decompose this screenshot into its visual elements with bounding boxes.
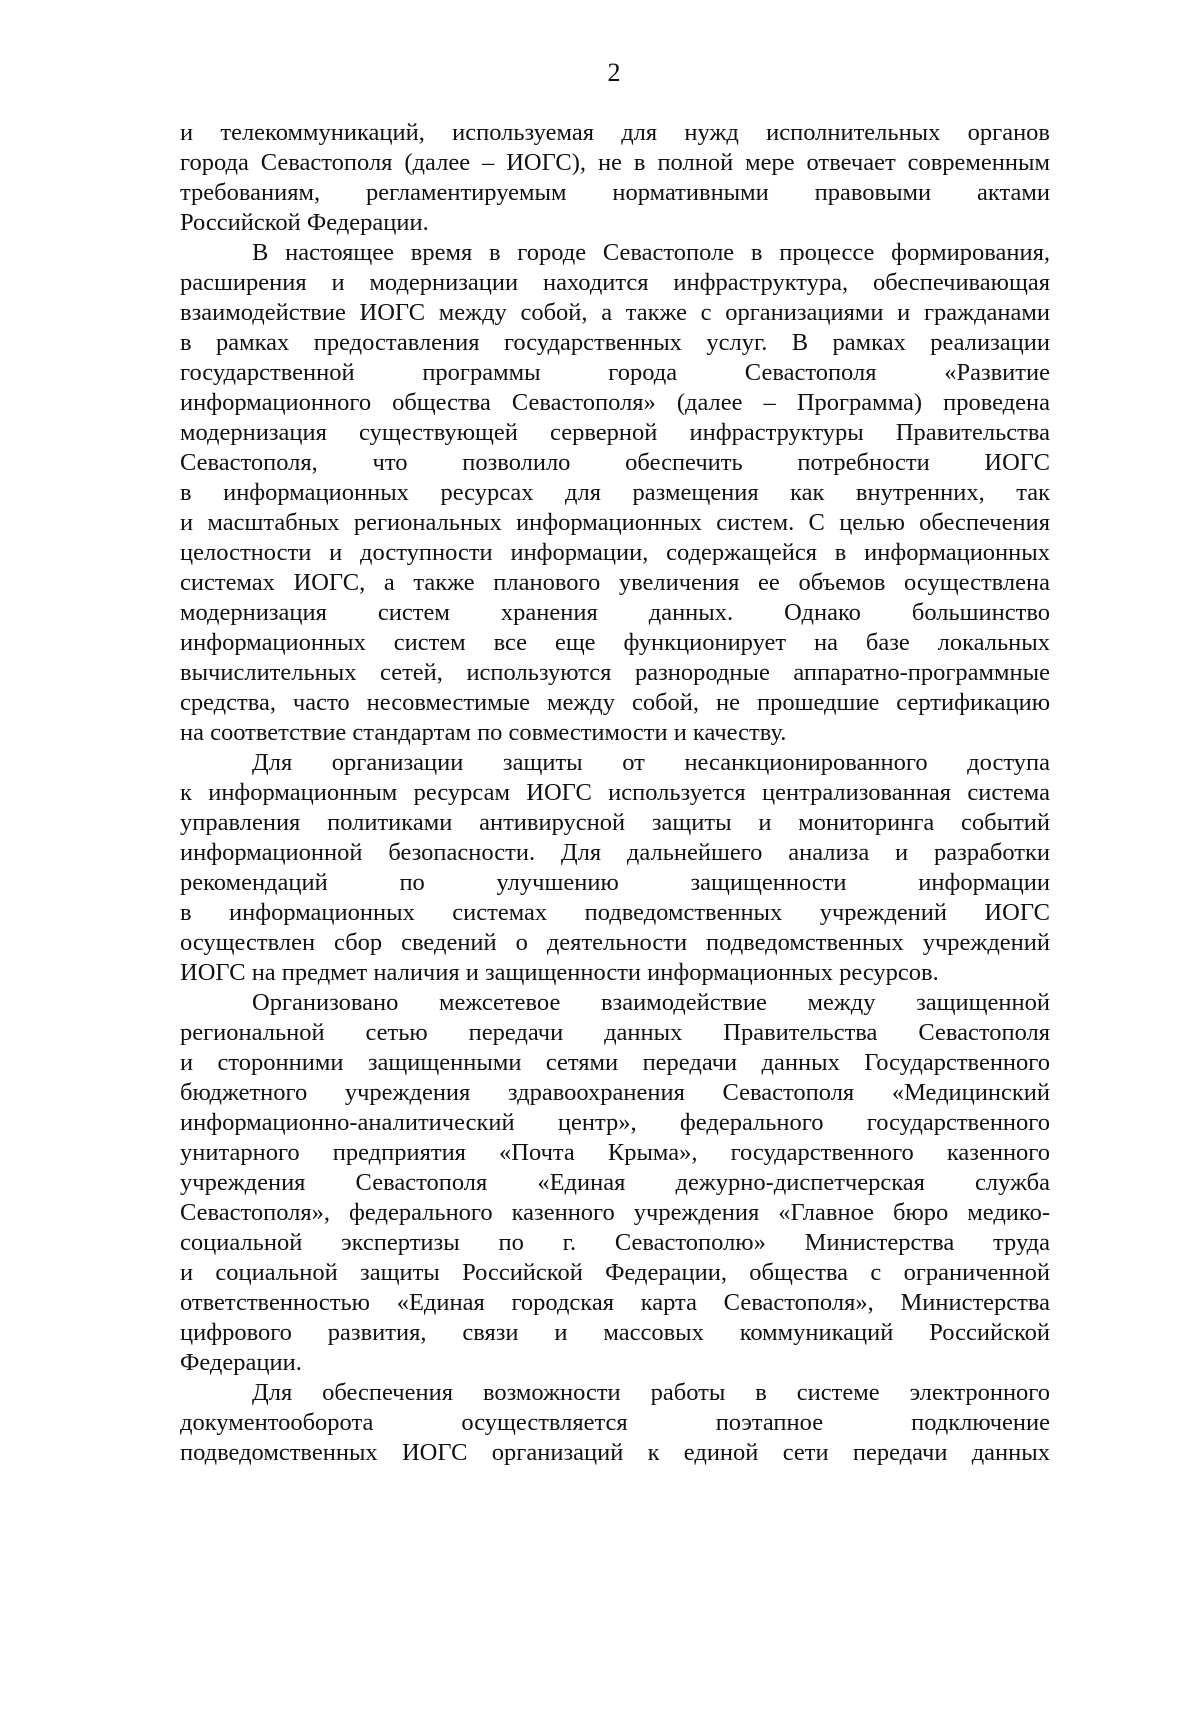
text-line: вычислительных сетей, используются разнородные аппаратно-программные (180, 659, 1050, 686)
text-line: города Севастополя (далее – ИОГС), не в полной мере отвечает современным (180, 149, 1050, 176)
text-line: Российской Федерации. (180, 209, 429, 236)
text-line: и социальной защиты Российской Федерации, общества с ограниченной (180, 1259, 1050, 1286)
text-line: модернизация систем хранения данных. Однако большинство (180, 599, 1050, 626)
text-line: в информационных ресурсах для размещения как внутренних, так (180, 479, 1050, 506)
paragraph (180, 118, 1050, 238)
text-line: целостности и доступности информации, содержащейся в информационных (180, 539, 1050, 566)
text-line: требованиям, регламентируемым нормативными правовыми актами (180, 179, 1050, 206)
text-line: Севастополя, что позволило обеспечить потребности ИОГС (180, 449, 1050, 476)
text-line: на соответствие стандартам по совместимости и качеству. (180, 719, 787, 746)
text-line: цифрового развития, связи и массовых коммуникаций Российской (180, 1319, 1050, 1346)
text-line: Организовано межсетевое взаимодействие между защищенной (252, 989, 1050, 1016)
text-line: и телекоммуникаций, используемая для нужд исполнительных органов (180, 119, 1050, 146)
text-line: В настоящее время в городе Севастополе в процессе формирования, (252, 239, 1050, 266)
text-line: в рамках предоставления государственных услуг. В рамках реализации (180, 329, 1050, 356)
text-line: документооборота осуществляется поэтапное подключение (180, 1409, 1050, 1436)
text-line: социальной экспертизы по г. Севастополю» Министерства труда (180, 1229, 1050, 1256)
text-line: Севастополя», федерального казенного учреждения «Главное бюро медико- (180, 1199, 1050, 1226)
text-line: региональной сетью передачи данных Правительства Севастополя (180, 1019, 1050, 1046)
paragraph (180, 988, 1050, 1378)
text-line: и сторонними защищенными сетями передачи данных Государственного (180, 1049, 1050, 1076)
text-line: Для обеспечения возможности работы в системе электронного (252, 1379, 1050, 1406)
text-line: модернизация существующей серверной инфраструктуры Правительства (180, 419, 1050, 446)
text-line: информационных систем все еще функционирует на базе локальных (180, 629, 1050, 656)
text-line: в информационных системах подведомственных учреждений ИОГС (180, 899, 1050, 926)
text-line: государственной программы города Севастополя «Развитие (180, 359, 1050, 386)
text-line: и масштабных региональных информационных систем. С целью обеспечения (180, 509, 1050, 536)
paragraph (180, 1378, 1050, 1468)
page-number: 2 (607, 58, 621, 87)
text-line: рекомендаций по улучшению защищенности информации (180, 869, 1050, 896)
text-line: ИОГС на предмет наличия и защищенности информационных ресурсов. (180, 959, 939, 986)
text-line: подведомственных ИОГС организаций к единой сети передачи данных (180, 1439, 1050, 1466)
paragraph (180, 748, 1050, 988)
document-body (180, 118, 1050, 1468)
text-line: Федерации. (180, 1349, 302, 1376)
text-line: бюджетного учреждения здравоохранения Севастополя «Медицинский (180, 1079, 1050, 1106)
text-line: системах ИОГС, а также планового увеличения ее объемов осуществлена (180, 569, 1050, 596)
text-line: информационного общества Севастополя» (далее – Программа) проведена (180, 389, 1050, 416)
text-line: унитарного предприятия «Почта Крыма», государственного казенного (180, 1139, 1050, 1166)
text-line: ответственностью «Единая городская карта Севастополя», Министерства (180, 1289, 1050, 1316)
text-line: осуществлен сбор сведений о деятельности подведомственных учреждений (180, 929, 1050, 956)
text-line: управления политиками антивирусной защиты и мониторинга событий (180, 809, 1050, 836)
text-line: средства, часто несовместимые между собой, не прошедшие сертификацию (180, 689, 1050, 716)
text-line: взаимодействие ИОГС между собой, а также с организациями и гражданами (180, 299, 1050, 326)
text-line: к информационным ресурсам ИОГС используется централизованная система (180, 779, 1050, 806)
text-line: информационной безопасности. Для дальнейшего анализа и разработки (180, 839, 1050, 866)
text-line: расширения и модернизации находится инфраструктура, обеспечивающая (180, 269, 1050, 296)
text-line: информационно-аналитический центр», федерального государственного (180, 1109, 1050, 1136)
text-line: учреждения Севастополя «Единая дежурно-диспетчерская служба (180, 1169, 1050, 1196)
text-line: Для организации защиты от несанкционированного доступа (252, 749, 1050, 776)
paragraph (180, 238, 1050, 748)
